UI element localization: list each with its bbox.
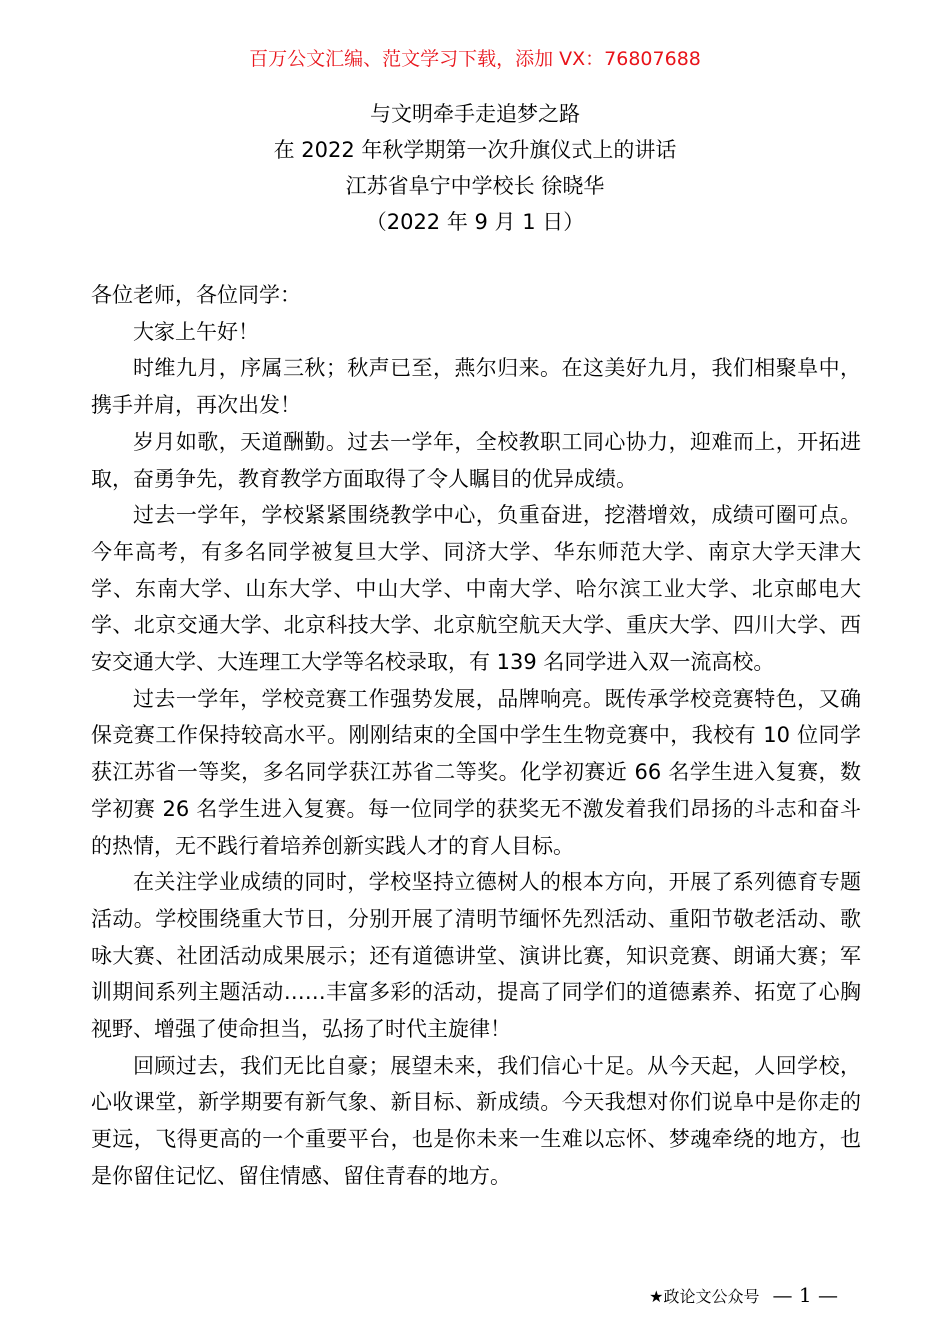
speech-subtitle: 在 2022 年秋学期第一次升旗仪式上的讲话: [273, 138, 677, 162]
speech-author: 江苏省阜宁中学校长 徐晓华: [345, 174, 605, 198]
footer-label: ★政论文公众号: [649, 1287, 760, 1306]
speech-title: 与文明牵手走追梦之路: [370, 102, 580, 126]
paragraph-september: 时维九月，序属三秋；秋声已至，燕尔归来。在这美好九月，我们相聚阜中，携手并肩，再次出发！: [91, 356, 861, 418]
speech-body: [91, 277, 861, 1195]
title-block: [0, 96, 950, 240]
download-banner: 百万公文汇编、范文学习下载，添加 VX：76807688: [249, 48, 701, 70]
paragraph-competitions: 过去一学年，学校竞赛工作强势发展，品牌响亮。既传承学校竞赛特色，又确保竞赛工作保持较高水平。刚刚结束的全国中学生生物竞赛中，我校有 10 位同学获江苏省一等奖，多名同学获江苏省二等奖。化学初赛近 66 名学生进入复赛，数学初赛 26 名学生进入复赛。每一位同学的获奖无不激发着我们昂扬的斗志和奋斗的热情，无不践行着培养创新实践人才的育人目标。: [91, 686, 861, 858]
page-footer: [649, 1280, 838, 1312]
paragraph-outlook: 回顾过去，我们无比自豪；展望未来，我们信心十足。从今天起，人回学校，心收课堂，新学期要有新气象、新目标、新成绩。今天我想对你们说阜中是你走的更远，飞得更高的一个重要平台，也是你未来一生难以忘怀、梦魂牵绕的地方，也是你留住记忆、留住情感、留住青春的地方。: [91, 1053, 861, 1188]
paragraph-gaokao: 过去一学年，学校紧紧围绕教学中心，负重奋进，挖潜增效，成绩可圈可点。今年高考，有多名同学被复旦大学、同济大学、华东师范大学、南京大学天津大学、东南大学、山东大学、中山大学、中南大学、哈尔滨工业大学、北京邮电大学、北京交通大学、北京科技大学、北京航空航天大学、重庆大学、四川大学、西安交通大学、大连理工大学等名校录取，有 139 名同学进入双一流高校。: [91, 503, 861, 675]
paragraph-achievements: 岁月如歌，天道酬勤。过去一学年，全校教职工同心协力，迎难而上，开拓进取，奋勇争先，教育教学方面取得了令人瞩目的优异成绩。: [91, 429, 861, 491]
page-number: — 1 —: [772, 1283, 838, 1307]
speech-date: （2022 年 9 月 1 日）: [365, 210, 585, 234]
salutation: 各位老师，各位同学：: [91, 283, 301, 307]
paragraph-moral-education: 在关注学业成绩的同时，学校坚持立德树人的根本方向，开展了系列德育专题活动。学校围绕重大节日，分别开展了清明节缅怀先烈活动、重阳节敬老活动、歌咏大赛、社团活动成果展示；还有道德讲堂、演讲比赛，知识竞赛、朗诵大赛；军训期间系列主题活动……丰富多彩的活动，提高了同学们的道德素养、拓宽了心胸视野、增强了使命担当，弘扬了时代主旋律！: [91, 870, 861, 1042]
paragraph-greeting: 大家上午好！: [133, 319, 259, 344]
